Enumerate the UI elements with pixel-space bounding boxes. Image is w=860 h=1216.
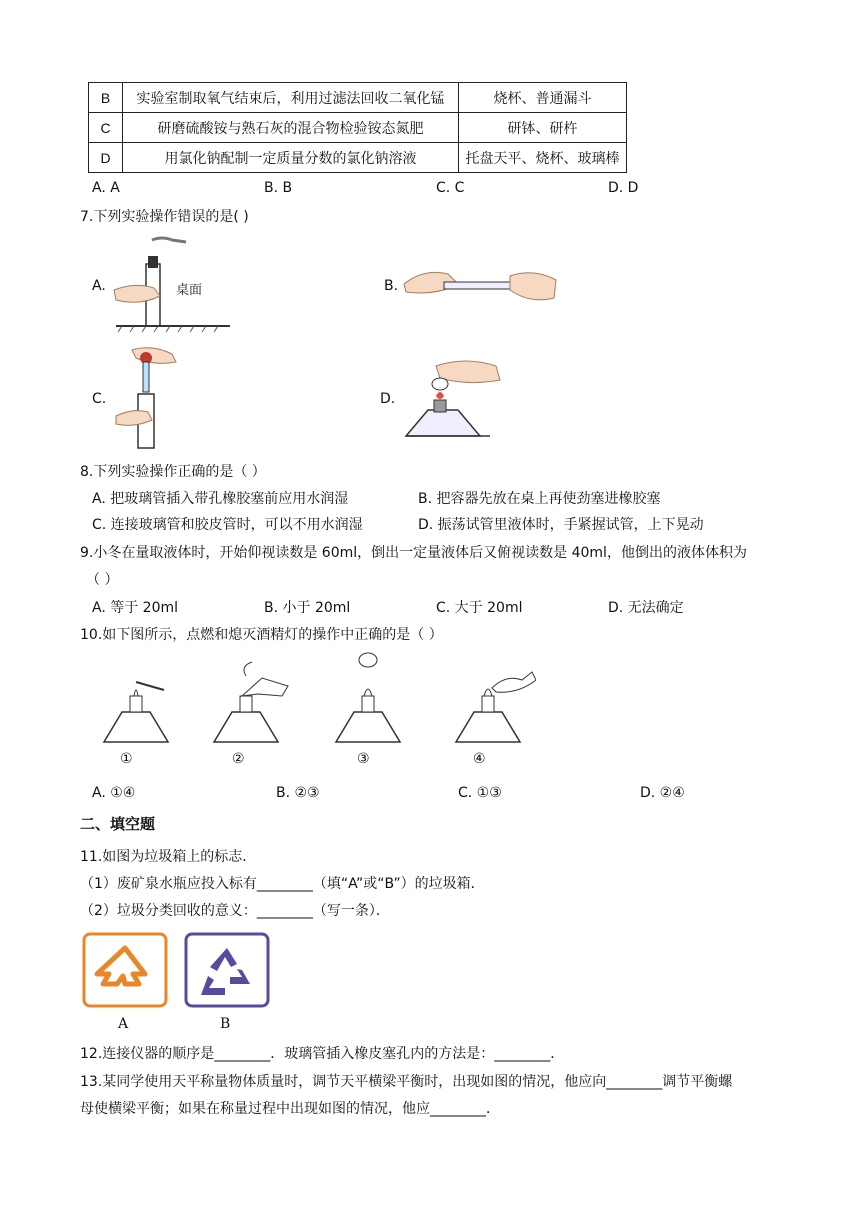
glass-tube-connection-figure: [400, 262, 560, 312]
q13-line1: 13.某同学使用天平称量物体质量时，调节天平横梁平衡时，出现如图的情况，他应向________调节平衡螺: [80, 1074, 733, 1090]
q8-option-a[interactable]: A. 把玻璃管插入带孔橡胶塞前应用水润湿: [92, 491, 349, 507]
sign-a-frame: [84, 934, 166, 1006]
q10-option-a[interactable]: A. ①④: [92, 785, 136, 801]
table-row: [89, 83, 627, 113]
q11-sub2: （2）垃圾分类回收的意义：________（写一条）．: [80, 903, 390, 919]
table-cell-desc: 用氯化钠配制一定质量分数的氯化钠溶液: [123, 143, 459, 173]
q10-option-d[interactable]: D. ②④: [640, 785, 685, 801]
q10-fig-label-4: ④: [473, 751, 486, 767]
q11-stem: 11.如图为垃圾箱上的标志．: [80, 849, 257, 865]
table-cell-tools: 烧杯、普通漏斗: [459, 83, 627, 113]
question-6-table: [88, 82, 627, 173]
lamp-4: [456, 672, 536, 742]
q8-option-c[interactable]: C. 连接玻璃管和胶皮管时，可以不用水润湿: [92, 517, 363, 533]
q6-option-a[interactable]: A. A: [92, 180, 120, 196]
table-cell-id: C: [89, 113, 123, 143]
q9-stem-line1: 9.小冬在量取液体时，开始仰视读数是 60ml，倒出一定量液体后又俯视读数是 40ml，他倒出的液体体积为: [80, 545, 747, 561]
q9-stem-line2: （ ）: [86, 572, 119, 588]
test-tube-on-desk-figure: [112, 234, 232, 334]
desk-label: 桌面: [176, 283, 203, 298]
q10-fig-label-3: ③: [357, 751, 370, 767]
q7-option-a-label[interactable]: A.: [92, 278, 106, 294]
lamp-1: [104, 682, 168, 742]
q9-option-b[interactable]: B. 小于 20ml: [264, 600, 351, 616]
table-cell-tools: 托盘天平、烧杯、玻璃棒: [459, 143, 627, 173]
q10-stem: 10.如下图所示，点燃和熄灭酒精灯的操作中正确的是（ ）: [80, 627, 443, 643]
q9-option-d[interactable]: D. 无法确定: [608, 600, 684, 616]
q10-option-c[interactable]: C. ①③: [458, 785, 502, 801]
recycling-bin-signs-figure: [82, 932, 270, 1010]
section-heading: 二、填空题: [80, 815, 156, 833]
sign-a-label: A: [118, 1016, 129, 1032]
table-cell-desc: 研磨硫酸铵与熟石灰的混合物检验铵态氮肥: [123, 113, 459, 143]
table-cell-id: B: [89, 83, 123, 113]
q8-option-b[interactable]: B. 把容器先放在桌上再使劲塞进橡胶塞: [418, 491, 661, 507]
q9-option-a[interactable]: A. 等于 20ml: [92, 600, 179, 616]
table-cell-id: D: [89, 143, 123, 173]
q6-option-c[interactable]: C. C: [436, 180, 465, 196]
q12-stem: 12.连接仪器的顺序是________．玻璃管插入橡皮塞孔内的方法是：________．: [80, 1046, 565, 1062]
q9-option-c[interactable]: C. 大于 20ml: [436, 600, 523, 616]
q10-fig-label-2: ②: [232, 751, 245, 767]
table-cell-desc: 实验室制取氧气结束后，利用过滤法回收二氧化锰: [123, 83, 459, 113]
q6-option-d[interactable]: D. D: [608, 180, 639, 196]
q8-stem: 8.下列实验操作正确的是（ ）: [80, 464, 266, 480]
lamp-3: [336, 653, 400, 742]
q6-option-b[interactable]: B. B: [264, 180, 293, 196]
q7-stem: 7.下列实验操作错误的是( ): [80, 209, 249, 225]
q7-option-c-label[interactable]: C.: [92, 391, 107, 407]
q8-option-d[interactable]: D. 振荡试管里液体时，手紧握试管，上下晃动: [418, 517, 704, 533]
q10-option-b[interactable]: B. ②③: [276, 785, 320, 801]
table-row: [89, 113, 627, 143]
dropper-into-test-tube-figure: [112, 344, 202, 454]
q7-option-b-label[interactable]: B.: [384, 278, 399, 294]
sign-b-label: B: [220, 1016, 231, 1032]
q13-line2: 母使横梁平衡；如果在称量过程中出现如图的情况，他应________．: [80, 1101, 500, 1117]
table-cell-tools: 研钵、研杵: [459, 113, 627, 143]
q10-fig-label-1: ①: [120, 751, 133, 767]
lamp-2: [214, 662, 288, 742]
alcohol-lamp-operations-figure: [96, 648, 536, 750]
q11-sub1: （1）废矿泉水瓶应投入标有________（填“A”或“B”）的垃圾箱．: [80, 876, 485, 892]
sign-b-frame: [186, 934, 268, 1006]
table-row: [89, 143, 627, 173]
alcohol-lamp-cap-figure: [396, 356, 516, 446]
q7-option-d-label[interactable]: D.: [380, 391, 396, 407]
